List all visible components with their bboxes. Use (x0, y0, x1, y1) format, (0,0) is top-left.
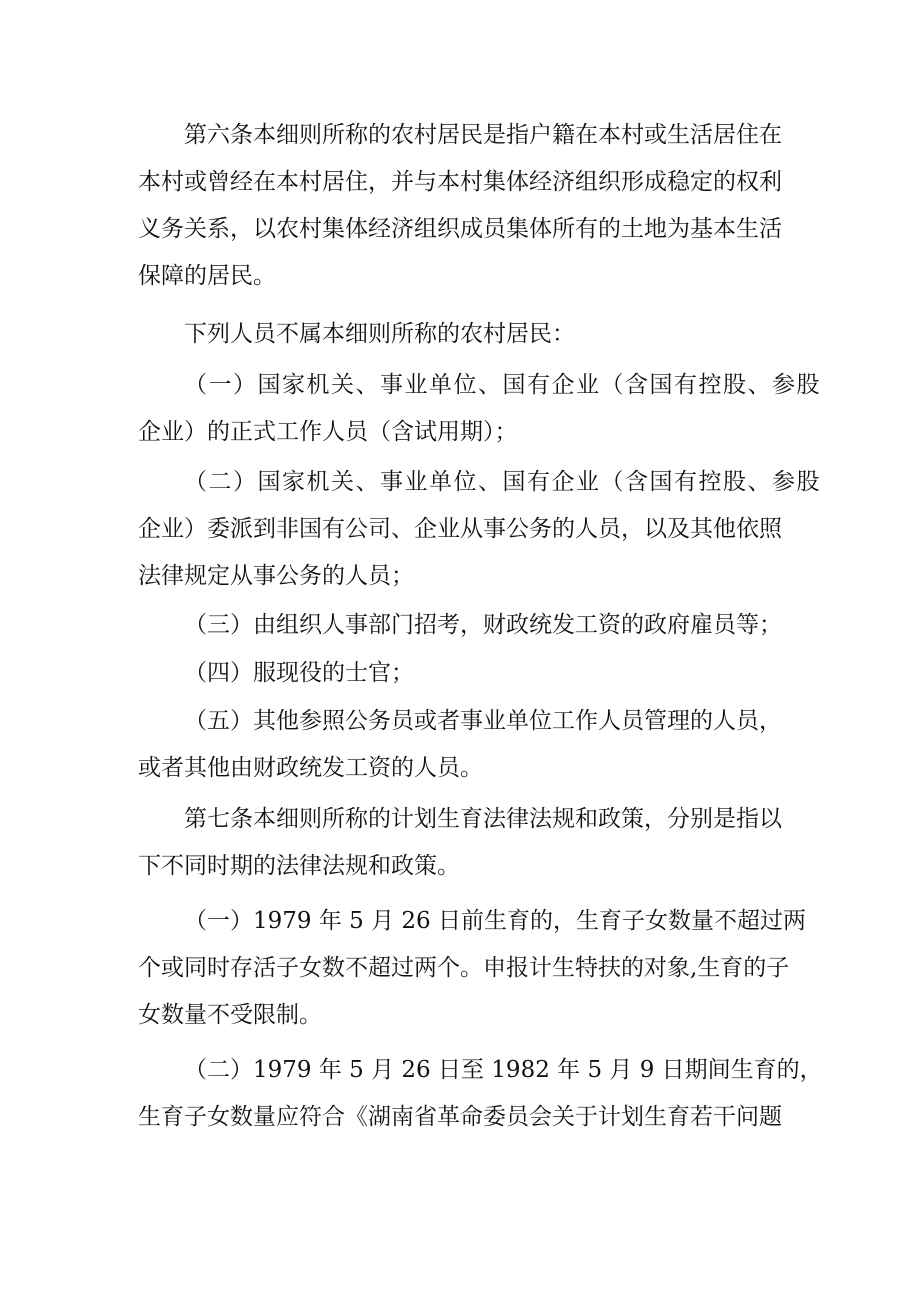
paragraph-item-3 (138, 602, 788, 649)
text-line: 个或同时存活子女数不超过两个。申报计生特扶的对象,生育的子 (138, 955, 790, 981)
paragraph-policy-2 (138, 1047, 823, 1141)
text-line: 企业）委派到非国有公司、企业从事公务的人员，以及其他依照 (138, 516, 782, 542)
paragraph-policy-1 (138, 898, 806, 1039)
text-line: 企业）的正式工作人员（含试用期）； (138, 419, 518, 445)
text-line: 下不同时期的法律法规和政策。 (138, 853, 460, 879)
text-line: （二）1979 年 5 月 26 日至 1982 年 5 月 9 日期间生育的， (184, 1057, 823, 1083)
text-line: 第七条本细则所称的计划生育法律法规和政策，分别是指以 (184, 806, 782, 832)
paragraph-item-4 (138, 650, 788, 697)
paragraph-item-2 (138, 459, 821, 600)
paragraph-item-1 (138, 362, 821, 456)
text-line: （一）国家机关、事业单位、国有企业（含国有控股、参股 (184, 372, 821, 398)
text-line: 法律规定从事公务的人员； (138, 563, 414, 589)
text-line: （一）1979 年 5 月 26 日前生育的，生育子女数量不超过两 (184, 908, 806, 934)
text-line: 本村或曾经在本村居住，并与本村集体经济组织形成稳定的权利 (138, 169, 782, 195)
text-line: 义务关系，以农村集体经济组织成员集体所有的土地为基本生活 (138, 216, 782, 242)
paragraph-exclusions-intro (138, 311, 788, 358)
text-line: 女数量不受限制。 (138, 1002, 322, 1028)
text-line: 生育子女数量应符合《湖南省革命委员会关于计划生育若干问题 (138, 1104, 782, 1130)
text-line: 保障的居民。 (138, 263, 276, 289)
text-line: （二）国家机关、事业单位、国有企业（含国有控股、参股 (184, 469, 821, 495)
text-line: （五）其他参照公务员或者事业单位工作人员管理的人员， (184, 708, 782, 734)
text-line: （三）由组织人事部门招考，财政统发工资的政府雇员等； (184, 612, 782, 638)
paragraph-article-6 (138, 112, 788, 300)
text-line: （四）服现役的士官； (184, 660, 414, 686)
paragraph-item-5 (138, 698, 788, 792)
text-line: 或者其他由财政统发工资的人员。 (138, 755, 483, 781)
text-line: 下列人员不属本细则所称的农村居民： (184, 321, 575, 347)
paragraph-article-7 (138, 796, 788, 890)
text-line: 第六条本细则所称的农村居民是指户籍在本村或生活居住在 (184, 122, 782, 148)
